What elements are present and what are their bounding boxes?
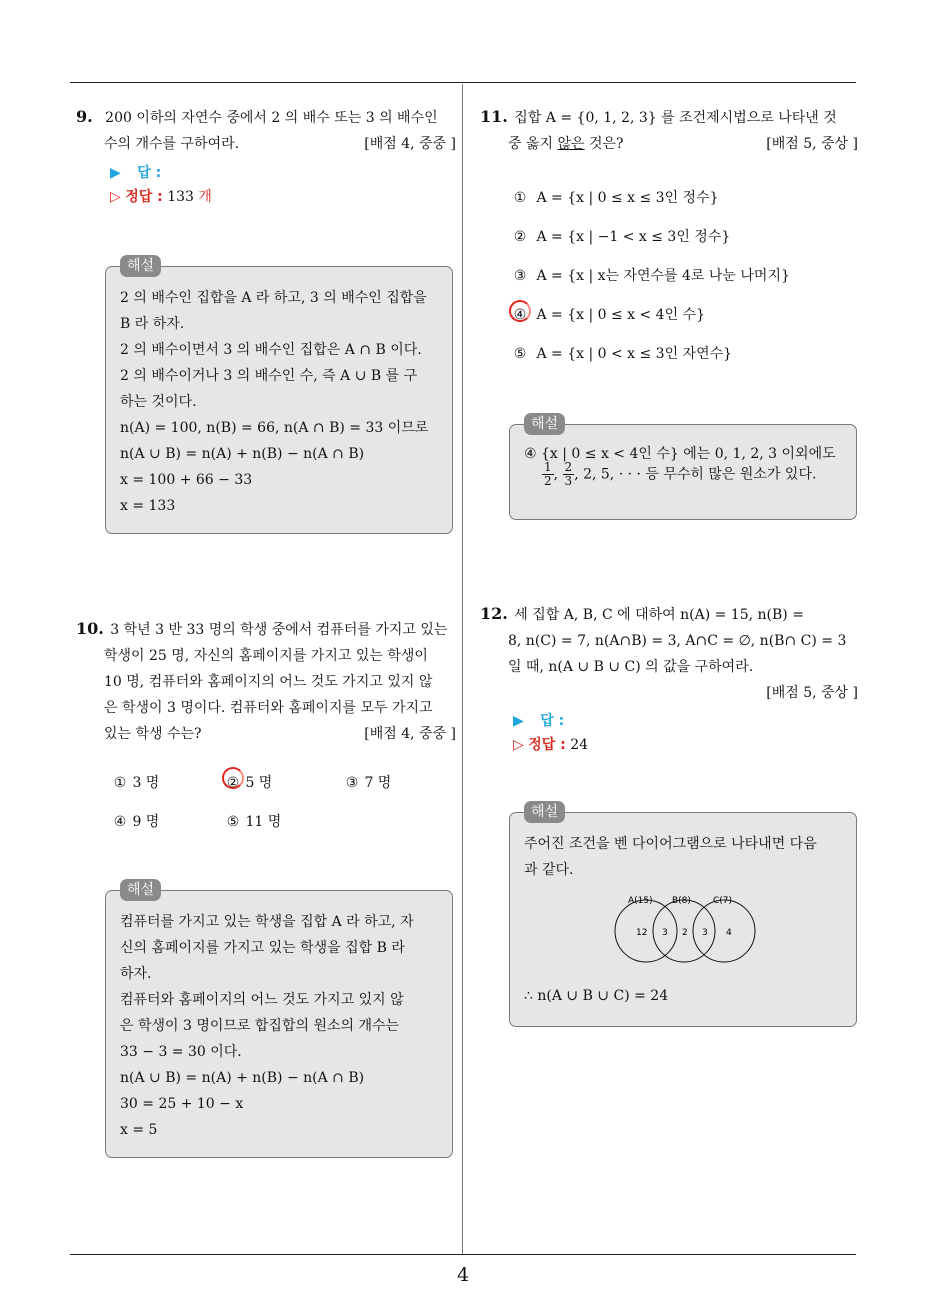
choice-2[interactable] <box>512 226 730 246</box>
explanation-line: $\frac{1}{2}$ , $\frac{2}{3}$ , 2, 5, · · · 등 무수히 많은 원소가 있다. <box>544 460 817 488</box>
explanation-line: ④ {x | 0 ≤ x < 4인 수} 에는 0, 1, 2, 3 이외에도 <box>524 446 836 462</box>
answer-block <box>110 160 212 210</box>
explanation-line: 주어진 조건을 벤 다이어그램으로 나타내면 다음 <box>524 836 817 852</box>
choice-mark: ① <box>513 190 527 206</box>
choice-text: 9 명 <box>132 814 160 830</box>
question-number: 12. <box>480 604 508 623</box>
choice-mark: ⑤ <box>513 346 527 362</box>
answer-label: 답 : <box>137 165 162 181</box>
venn-region-b: 2 <box>682 928 688 938</box>
column-divider <box>462 84 463 1254</box>
explanation-line: 컴퓨터와 홈페이지의 어느 것도 가지고 있지 않 <box>120 992 404 1008</box>
explanation-line: 은 학생이 3 명이므로 합집합의 원소의 개수는 <box>120 1018 400 1034</box>
choice-text: A = {x | x는 자연수를 4로 나눈 나머지} <box>536 268 790 284</box>
choice-3[interactable] <box>344 772 391 792</box>
answer-block <box>513 708 588 758</box>
choice-mark: ② <box>513 229 527 245</box>
question-text: 200 이하의 자연수 중에서 2 의 배수 또는 3 의 배수인 <box>105 110 438 126</box>
question-text: 수의 개수를 구하여라. <box>104 136 240 152</box>
choice-mark: ③ <box>345 775 359 791</box>
choice-4[interactable] <box>112 811 159 831</box>
answer-label: 답 : <box>540 713 565 729</box>
question-text: 세 집합 A, B, C 에 대하여 n(A) = 15, n(B) = <box>514 607 804 623</box>
question-text: 있는 학생 수는? <box>104 726 202 742</box>
question-text: 은 학생이 3 명이다. 컴퓨터와 홈페이지를 모두 가지고 <box>104 700 433 716</box>
question-text: 집합 A = {0, 1, 2, 3} 를 조건제시법으로 나타낸 것 <box>514 110 837 126</box>
outline-triangle-icon: ▷ <box>513 737 524 753</box>
explanation-line: n(A ∪ B) = n(A) + n(B) − n(A ∩ B) <box>120 1070 365 1086</box>
conclusion-line: ∴ n(A ∪ B ∪ C) = 24 <box>524 988 669 1004</box>
venn-label-b: B(8) <box>672 896 691 906</box>
choice-mark: ③ <box>513 268 527 284</box>
choice-text: 3 명 <box>132 775 160 791</box>
choice-1[interactable] <box>112 772 159 792</box>
explanation-line: 2 의 배수이거나 3 의 배수인 수, 즉 A ∪ B 를 구 <box>120 368 418 384</box>
play-icon: ▶ <box>110 165 121 181</box>
venn-region-ab: 3 <box>662 928 668 938</box>
explanation-line: x = 100 + 66 − 33 <box>120 472 253 488</box>
choice-text: 11 명 <box>245 814 282 830</box>
choice-4[interactable] <box>512 304 705 324</box>
correct-label: 정답 : <box>528 737 566 753</box>
venn-label-a: A(15) <box>628 896 653 906</box>
venn-region-bc: 3 <box>702 928 708 938</box>
correct-value: 24 <box>570 737 589 753</box>
question-number: 11. <box>480 107 508 126</box>
score-label: [배점 5, 중상 ] <box>766 136 858 152</box>
explanation-tag: 해설 <box>524 413 565 435</box>
question-12 <box>480 601 858 706</box>
correct-unit: 개 <box>198 189 212 205</box>
choice-text: A = {x | 0 ≤ x ≤ 3인 정수} <box>536 190 719 206</box>
explanation-line: 신의 홈페이지를 가지고 있는 학생을 집합 B 라 <box>120 940 405 956</box>
outline-triangle-icon: ▷ <box>110 189 121 205</box>
explanation-line: 과 같다. <box>524 862 574 878</box>
question-text: 10 명, 컴퓨터와 홈페이지의 어느 것도 가지고 있지 않 <box>104 674 433 690</box>
explanation-line: 33 − 3 = 30 이다. <box>120 1044 242 1060</box>
question-text: 일 때, n(A ∪ B ∪ C) 의 값을 구하여라. <box>508 659 754 675</box>
page-number: 4 <box>456 1264 470 1286</box>
question-text: 중 옳지 <box>508 136 558 152</box>
choice-mark: ⑤ <box>226 814 240 830</box>
question-number: 9. <box>76 107 93 126</box>
explanation-line: 2 의 배수인 집합을 A 라 하고, 3 의 배수인 집합을 <box>120 290 427 306</box>
explanation-line: B 라 하자. <box>120 316 185 332</box>
explanation-text: , 2, 5, · · · 등 무수히 많은 원소가 있다. <box>574 466 817 483</box>
explanation-box <box>105 258 453 534</box>
correct-value: 133 <box>167 189 194 205</box>
fraction: $\frac{2}{3}$ <box>564 460 573 488</box>
explanation-tag: 해설 <box>524 801 565 823</box>
venn-region-a: 12 <box>636 928 648 938</box>
explanation-line: 하자. <box>120 966 152 982</box>
choice-3[interactable] <box>512 265 790 285</box>
choice-mark: ④ <box>113 814 127 830</box>
explanation-tag: 해설 <box>120 879 161 901</box>
score-label: [배점 4, 중중 ] <box>364 136 456 152</box>
choice-5[interactable] <box>225 811 281 831</box>
explanation-box <box>105 882 453 1158</box>
choice-mark: ④ <box>513 307 527 323</box>
venn-region-c: 4 <box>726 928 732 938</box>
fraction: $\frac{1}{2}$ <box>544 460 552 488</box>
choice-text: A = {x | 0 ≤ x < 4인 수} <box>536 307 705 323</box>
question-9 <box>76 104 456 157</box>
underlined-word: 않은 <box>557 136 585 152</box>
question-text: 8, n(C) = 7, n(A∩B) = 3, A∩C = ∅, n(B∩ C) = 3 <box>508 633 847 649</box>
explanation-line: 30 = 25 + 10 − x <box>120 1096 244 1112</box>
choice-text: A = {x | −1 < x ≤ 3인 정수} <box>536 229 731 245</box>
choice-mark: ② <box>226 775 240 791</box>
question-text: 3 학년 3 반 33 명의 학생 중에서 컴퓨터를 가지고 있는 <box>110 622 448 638</box>
explanation-line: x = 133 <box>120 498 176 514</box>
explanation-line: 컴퓨터를 가지고 있는 학생을 집합 A 라 하고, 자 <box>120 914 414 930</box>
choice-1[interactable] <box>512 187 719 207</box>
question-11 <box>480 104 858 157</box>
question-text: 것은? <box>584 136 624 152</box>
explanation-tag: 해설 <box>120 255 161 277</box>
top-rule <box>70 82 856 83</box>
choice-text: A = {x | 0 < x ≤ 3인 자연수} <box>536 346 733 362</box>
explanation-box <box>509 804 857 1027</box>
explanation-box <box>509 416 857 520</box>
explanation-line: x = 5 <box>120 1122 158 1138</box>
explanation-line: 하는 것이다. <box>120 394 197 410</box>
choice-2[interactable] <box>225 772 272 792</box>
explanation-line: n(A ∪ B) = n(A) + n(B) − n(A ∩ B) <box>120 446 365 462</box>
score-label: [배점 5, 중상 ] <box>766 685 858 701</box>
correct-label: 정답 : <box>125 189 163 205</box>
choice-mark: ① <box>113 775 127 791</box>
choice-text: 7 명 <box>364 775 392 791</box>
question-number: 10. <box>76 619 104 638</box>
question-text: 학생이 25 명, 자신의 홈페이지를 가지고 있는 학생이 <box>104 648 428 664</box>
score-label: [배점 4, 중중 ] <box>364 726 456 742</box>
choice-text: 5 명 <box>245 775 273 791</box>
bottom-rule <box>70 1254 856 1255</box>
explanation-line: n(A) = 100, n(B) = 66, n(A ∩ B) = 33 이므로 <box>120 420 429 436</box>
venn-diagram <box>610 893 770 965</box>
choice-5[interactable] <box>512 343 732 363</box>
venn-label-c: C(7) <box>713 896 733 906</box>
explanation-line: 2 의 배수이면서 3 의 배수인 집합은 A ∩ B 이다. <box>120 342 422 358</box>
play-icon: ▶ <box>513 713 524 729</box>
question-10 <box>76 616 456 747</box>
